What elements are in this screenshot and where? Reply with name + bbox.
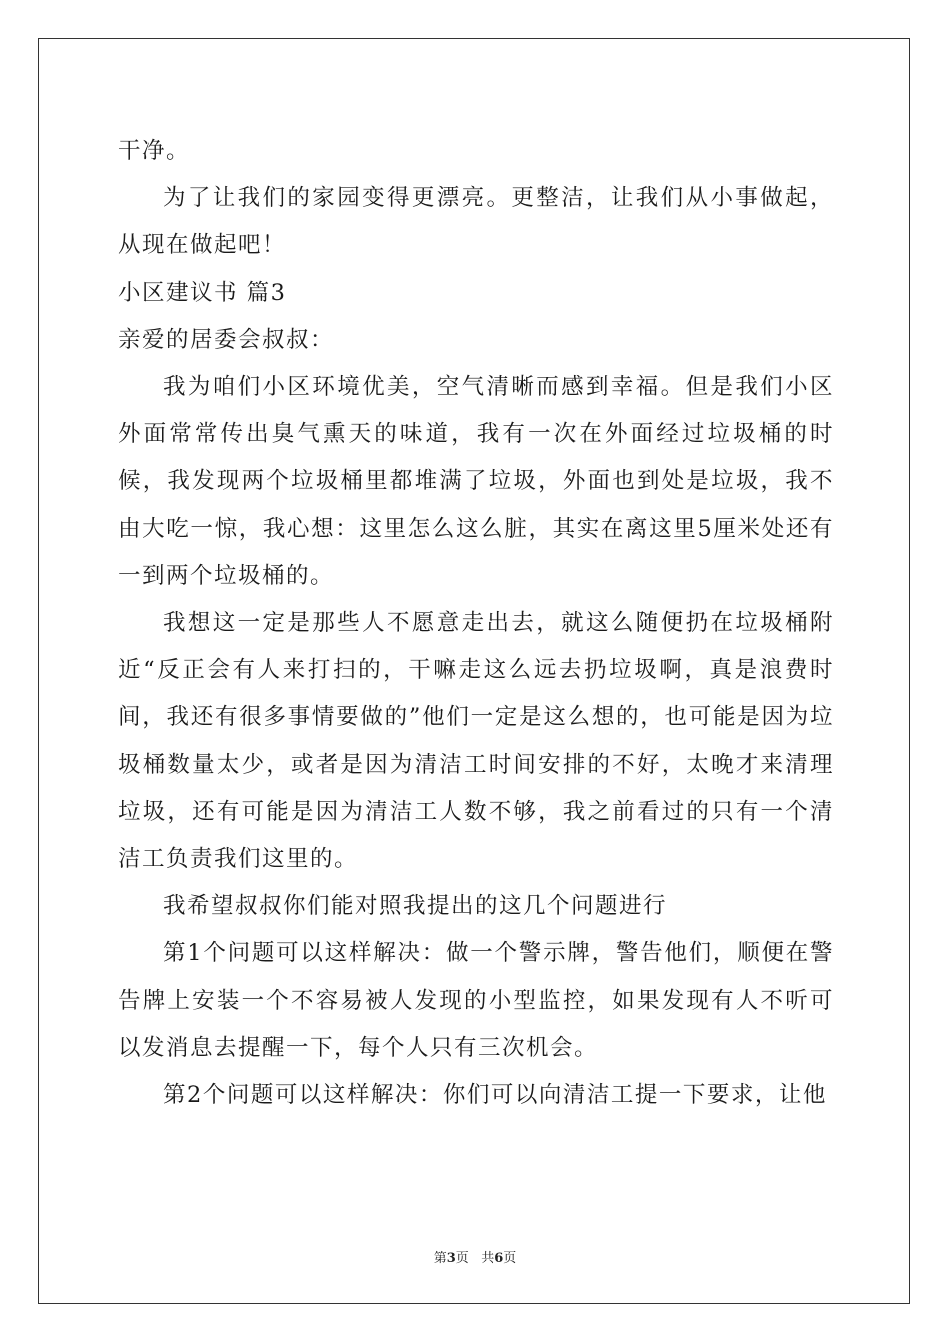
paragraph: 第2个问题可以这样解决：你们可以向清洁工提一下要求，让他 <box>163 1082 827 1109</box>
total-pages: 6 <box>494 1251 504 1266</box>
paragraph: 我为咱们小区环境优美，空气清晰而感到幸福。但是我们小区外面常常传出臭气熏天的味道，我有一次在外面经过垃圾桶的时候，我发现两个垃圾桶里都堆满了垃圾，外面也到处是垃圾，我不由大吃一惊，我心想：这里怎么这么脏，其实在离这里5厘米处还有一到两个垃圾桶的。 <box>118 374 834 589</box>
section-heading: 小区建议书 篇3 <box>118 279 287 306</box>
page-number: 3 <box>446 1251 456 1266</box>
total-suffix: 页 <box>503 1251 517 1266</box>
document-body <box>118 128 834 1119</box>
total-prefix: 共 <box>481 1251 495 1266</box>
page-footer <box>0 1247 950 1266</box>
paragraph: 第1个问题可以这样解决：做一个警示牌，警告他们，顺便在警告牌上安装一个不容易被人发现的小型监控，如果发现有人不听可以发消息去提醒一下，每个人只有三次机会。 <box>118 940 834 1061</box>
salutation: 亲爱的居委会叔叔： <box>118 326 335 353</box>
page-prefix: 第 <box>433 1251 447 1266</box>
page-suffix: 页 <box>455 1251 469 1266</box>
paragraph: 我想这一定是那些人不愿意走出去，就这么随便扔在垃圾桶附近“反正会有人来打扫的，干嘛走这么远去扔垃圾啊，真是浪费时间，我还有很多事情要做的”他们一定是这么想的，也可能是因为垃圾桶数量太少，或者是因为清洁工时间安排的不好，太晚才来清理垃圾，还有可能是因为清洁工人数不够，我之前看过的只有一个清洁工负责我们这里的。 <box>118 610 834 873</box>
paragraph: 干净。 <box>118 138 191 164</box>
paragraph: 我希望叔叔你们能对照我提出的这几个问题进行 <box>163 893 668 920</box>
paragraph: 为了让我们的家园变得更漂亮。更整洁，让我们从小事做起，从现在做起吧！ <box>118 185 834 259</box>
